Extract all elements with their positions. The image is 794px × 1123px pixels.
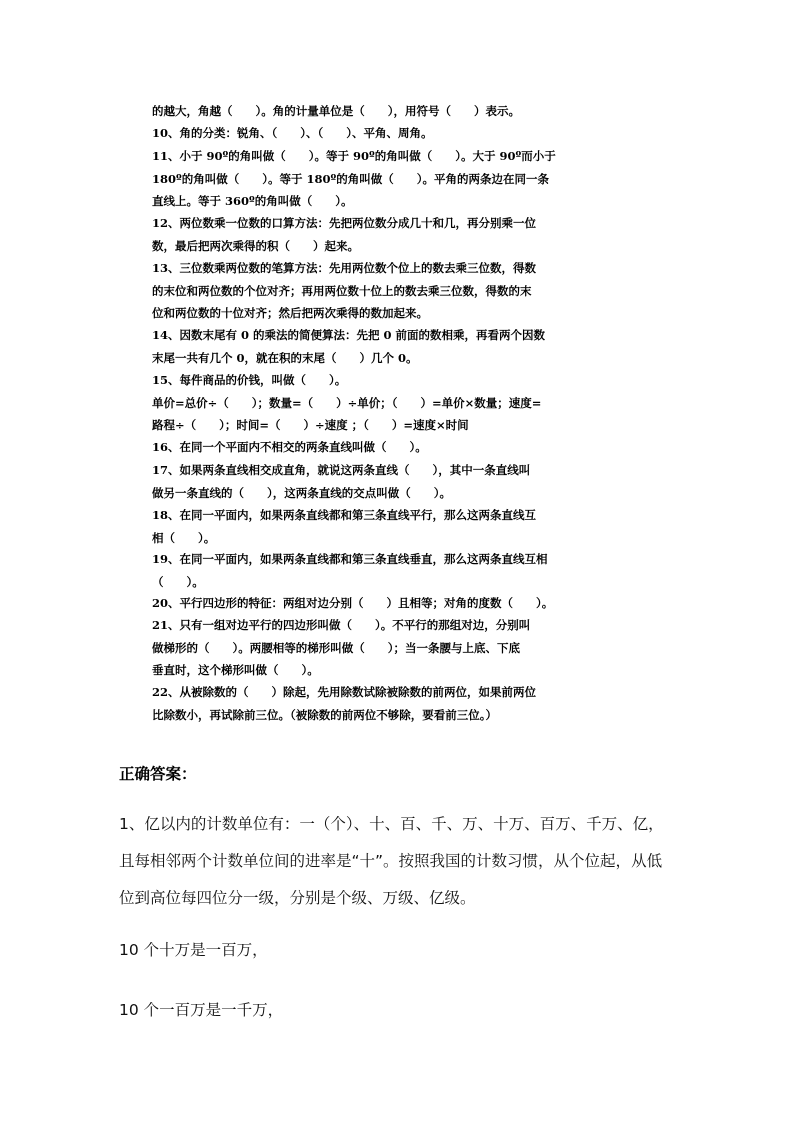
question-line: 16、在同一个平面内不相交的两条直线叫做（ ）。: [152, 440, 427, 454]
question-19: [152, 548, 612, 593]
question-11: [152, 145, 612, 213]
question-line: 路程÷（ ）；时间=（ ）÷速度 ；（ ）=速度×时间: [152, 418, 469, 432]
answer-3: [119, 992, 283, 1029]
question-20: [152, 592, 612, 615]
question-line: 做梯形的（ ）。两腰相等的梯形叫做（ ）；当一条腰与上底、下底: [152, 640, 520, 655]
question-line: 做另一条直线的（ ），这两条直线的交点叫做（ ）。: [152, 485, 451, 500]
question-line: 数，最后把两次乘得的积（ ）起来。: [152, 238, 359, 253]
question-10: [152, 122, 612, 145]
question-line: 相（ ）。: [152, 530, 216, 545]
answer-line: 位到高位每四位分一级，分别是个级、万级、亿级。: [119, 889, 476, 907]
question-21: [152, 614, 612, 682]
question-line: 13、三位数乘两位数的笔算方法：先用两位数个位上的数去乘三位数，得数: [152, 261, 536, 275]
question-line: 20、平行四边形的特征：两组对边分别（ ）且相等；对角的度数（ ）。: [152, 596, 554, 610]
question-line: 位和两位数的十位对齐；然后把两次乘得的数加起来。: [152, 306, 428, 320]
answer-line: 10 个一百万是一千万，: [119, 1001, 284, 1019]
question-22: [152, 681, 612, 726]
question-line: 21、只有一组对边平行的四边形叫做（ ）。不平行的那组对边，分别叫: [152, 618, 531, 632]
question-line: 18、在同一平面内，如果两条直线都和第三条直线平行，那么这两条直线互: [152, 508, 536, 522]
answer-line: 10 个十万是一百万，: [119, 941, 268, 959]
question-line: 11、小于 90º的角叫做（ ）。等于 90º的角叫做（ ）。大于 90º而小于: [152, 149, 556, 163]
question-line: 的末位和两位数的个位对齐；再用两位数十位上的数去乘三位数，得数的末: [152, 283, 532, 298]
question-line: （ ）。: [152, 574, 204, 589]
question-16: [152, 436, 612, 459]
answer-2: [119, 932, 268, 969]
question-18: [152, 504, 612, 549]
question-line: 单价=总价÷（ ）；数量=（ ）÷单价；（ ）=单价×数量；速度=: [152, 395, 542, 410]
question-12: [152, 212, 612, 257]
question-line: 垂直时，这个梯形叫做（ ）。: [152, 663, 319, 677]
question-line: 直线上。等于 360º的角叫做（ ）。: [152, 194, 353, 208]
question-line: 12、两位数乘一位数的口算方法：先把两位数分成几十和几，再分别乘一位: [152, 216, 536, 230]
question-line: 19、在同一平面内，如果两条直线都和第三条直线垂直，那么这两条直线互相: [152, 552, 548, 566]
question-line: 22、从被除数的（ ）除起，先用除数试除被除数的前两位，如果前两位: [152, 685, 536, 699]
answer-1: [119, 806, 664, 917]
question-line: 14、因数末尾有 0 的乘法的简便算法：先把 0 前面的数相乘，再看两个因数: [152, 328, 546, 342]
answer-line: 1、亿以内的计数单位有：一（个）、十、百、千、万、十万、百万、千万、亿，: [119, 815, 664, 833]
question-17: [152, 459, 612, 504]
question-line: 17、如果两条直线相交成直角，就说这两条直线（ ），其中一条直线叫: [152, 463, 531, 477]
question-line: 末尾一共有几个 0，就在积的末尾（ ）几个 0。: [152, 350, 418, 365]
question-9-continued: [152, 100, 612, 123]
question-line: 180º的角叫做（ ）。等于 180º的角叫做（ ）。平角的两条边在同一条: [152, 171, 550, 186]
answer-line: 且每相邻两个计数单位间的进率是“十”。按照我国的计数习惯，从个位起，从低: [119, 852, 663, 870]
question-15: [152, 369, 612, 437]
question-line: 10、角的分类：锐角、（ ）、（ ）、平角、周角。: [152, 126, 433, 140]
question-line: 的越大，角越（ ）。角的计量单位是（ ），用符号（ ）表示。: [152, 104, 520, 118]
question-line: 比除数小，再试除前三位。（被除数的前两位不够除，要看前三位。）: [152, 707, 497, 722]
question-line: 15、每件商品的价钱，叫做（ ）。: [152, 373, 347, 387]
question-13: [152, 257, 612, 325]
question-14: [152, 324, 612, 369]
answers-heading: 正确答案：: [119, 765, 197, 783]
